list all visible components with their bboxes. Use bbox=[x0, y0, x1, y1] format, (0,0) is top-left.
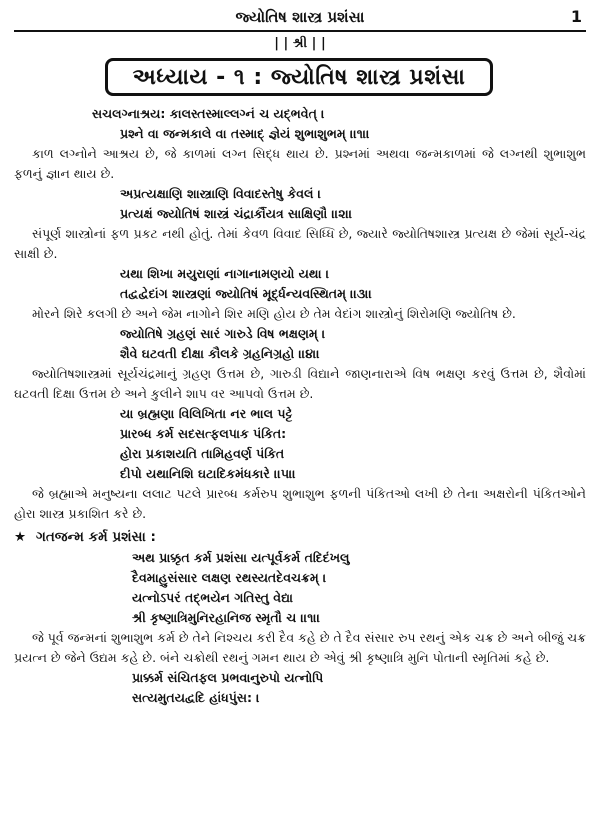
section-heading bbox=[14, 526, 586, 548]
verse-line: યા બ્રહ્મણા વિલિખિતા નર ભાલ પટ્ટે bbox=[120, 406, 293, 421]
verse-line: પ્રારબ્ધ કર્મ સદસત્ફલપાક પંકિત: bbox=[120, 426, 287, 441]
verse-line: હોરા પ્રકાશયતિ તામિહવર્ણ પંકિત bbox=[120, 446, 285, 461]
commentary-paragraph: જે બ્રહ્માએ મનુષ્યના લલાટ પટલે પ્રારબ્ધ કર્મરુપ શુભાશુભ ફળની પંકિતઓ લખી છે તેના અક્ષરોની પંકિતઓને હોરા શાસ્ત્ર પ્રકાશિત કરે છે. bbox=[14, 486, 586, 521]
invocation: | | શ્રી | | bbox=[274, 36, 326, 51]
verse-line: પ્રાક્કર્મ સંચિતફલ પ્રભવાનુરુપો યત્નોપિ bbox=[132, 670, 324, 685]
verse-line: શૈવે ઘટવતી દીક્ષા કૌલકે ગ્રહનિગ્રહો ।।૪।। bbox=[120, 346, 320, 361]
commentary-paragraph: મોરને શિરે કલગી છે અને જેમ નાગોને શિર મણિ હોય છે તેમ વેદાંગ શાસ્ત્રોનું શિરોમણિ જ્યોતિષ છે. bbox=[32, 306, 516, 321]
verse-line: શ્રી કૃષ્ણાત્રિમુનિરહાનિજ સ્મૃતૌ ચ ।।૧।। bbox=[132, 610, 321, 625]
verse-line: તદ્વદ્વેદાંગ શાસ્ત્રણાં જ્યોતિષં મૂર્દ્ધન્યવસ્થિતમ્ ।।૩।। bbox=[120, 286, 372, 301]
verse-line: સચલગ્નાશ્રય: કાલસ્તસ્માલ્લગ્નં ચ યદ્ભવેત્ । bbox=[92, 106, 325, 121]
section-heading-text: ગતજન્મ કર્મ પ્રશંસા : bbox=[36, 529, 156, 545]
verse-line: દીપો યથાનિશિ ઘટાદિકમંધકારે ।।૫।। bbox=[120, 466, 296, 481]
star-icon: ★ bbox=[14, 529, 27, 545]
commentary-paragraph: જ્યોતિષશાસ્ત્રમાં સૂર્યચંદ્રમાનું ગ્રહણ ઉત્તમ છે, ગારુડી વિદ્યાને જાણનારાએ વિષ ભક્ષણ કરવું ઉત્તમ છે, શૈવોમાં ઘટવતી દિક્ષા ઉત્તમ છે અને કુલીને શાપ વર આપવો ઉત્તમ છે. bbox=[14, 366, 586, 401]
running-header bbox=[14, 6, 586, 32]
page-number: 1 bbox=[570, 7, 582, 26]
verse-line: પ્રશ્ને વા જન્મકાલે વા તસ્માદ્ જ્ઞેયં શુભાશુભમ્ ।।૧।। bbox=[120, 126, 370, 141]
commentary-paragraph: કાળ લગ્નોને આશ્રય છે, જે કાળમાં લગ્ન સિદ્ધ થાય છે. પ્રશ્નમાં અથવા જન્મકાળમાં જે લગ્નથી શુભાશુભ ફળનું જ્ઞાન થાય છે. bbox=[14, 146, 586, 181]
verse-line: સત્યમુતયદ્વદિ હાંધપુંસ: । bbox=[132, 690, 260, 705]
page-body bbox=[14, 104, 586, 708]
verse-line: પ્રત્યક્ષં જ્યોતિષં શાસ્ત્રં ચંદ્રાર્કૌયત્ર સાક્ષિણૌ ।।૨।। bbox=[120, 206, 353, 221]
verse-line: અથ પ્રાક્કૃત કર્મ પ્રશંસા યત્પૂર્વકર્મ તદિદંખલુ bbox=[132, 550, 350, 565]
verse-line: યથા શિખા મયુરાણાં નાગાનામણયો યથા । bbox=[120, 266, 330, 281]
verse-line: દૈવમાહુસંસાર લક્ષણ રથસ્યતદેવચક્રમ્ । bbox=[132, 570, 327, 585]
verse-line: અપ્રત્યક્ષાણિ શાસ્ત્રાણિ વિવાદસ્તેષુ કેવલં । bbox=[120, 186, 322, 201]
running-header-title: જ્યોતિષ શાસ્ત્ર પ્રશંસા bbox=[235, 8, 365, 26]
commentary-paragraph: સંપૂર્ણ શાસ્ત્રોનાં ફળ પ્રકટ નથી હોતું. તેમાં કેવળ વિવાદ સિધ્ધિ છે, જ્યારે જ્યોતિષશાસ્ત્ર પ્રત્યક્ષ છે જેમાં સૂર્ય-ચંદ્ર સાક્ષી છે. bbox=[14, 226, 586, 261]
verse-line: યત્નોઽપરં તદ્ભયેન ગતિસ્તુ વેદ્યા bbox=[132, 590, 293, 605]
chapter-heading: અધ્યાય - ૧ : જ્યોતિષ શાસ્ત્ર પ્રશંસા bbox=[105, 58, 493, 96]
verse-line: જ્યોતિષે ગ્રહણં સારં ગારુડે વિષ ભક્ષણમ્ । bbox=[120, 326, 326, 341]
commentary-paragraph: જે પૂર્વ જન્મનાં શુભાશુભ કર્મ છે તેને નિશ્ચય કરી દૈવ કહે છે તે દૈવ સંસાર રુપ રથનું એક ચક્ર છે અને બીજું ચક્ર પ્રયત્ન છે જેને ઉદ્યમ કહે છે. બંને ચક્રોથી રથનું ગમન થાય છે એવું શ્રી કૃષ્ણાત્રિ મુનિ પોતાની સ્મૃતિમાં કહે છે. bbox=[14, 630, 586, 665]
